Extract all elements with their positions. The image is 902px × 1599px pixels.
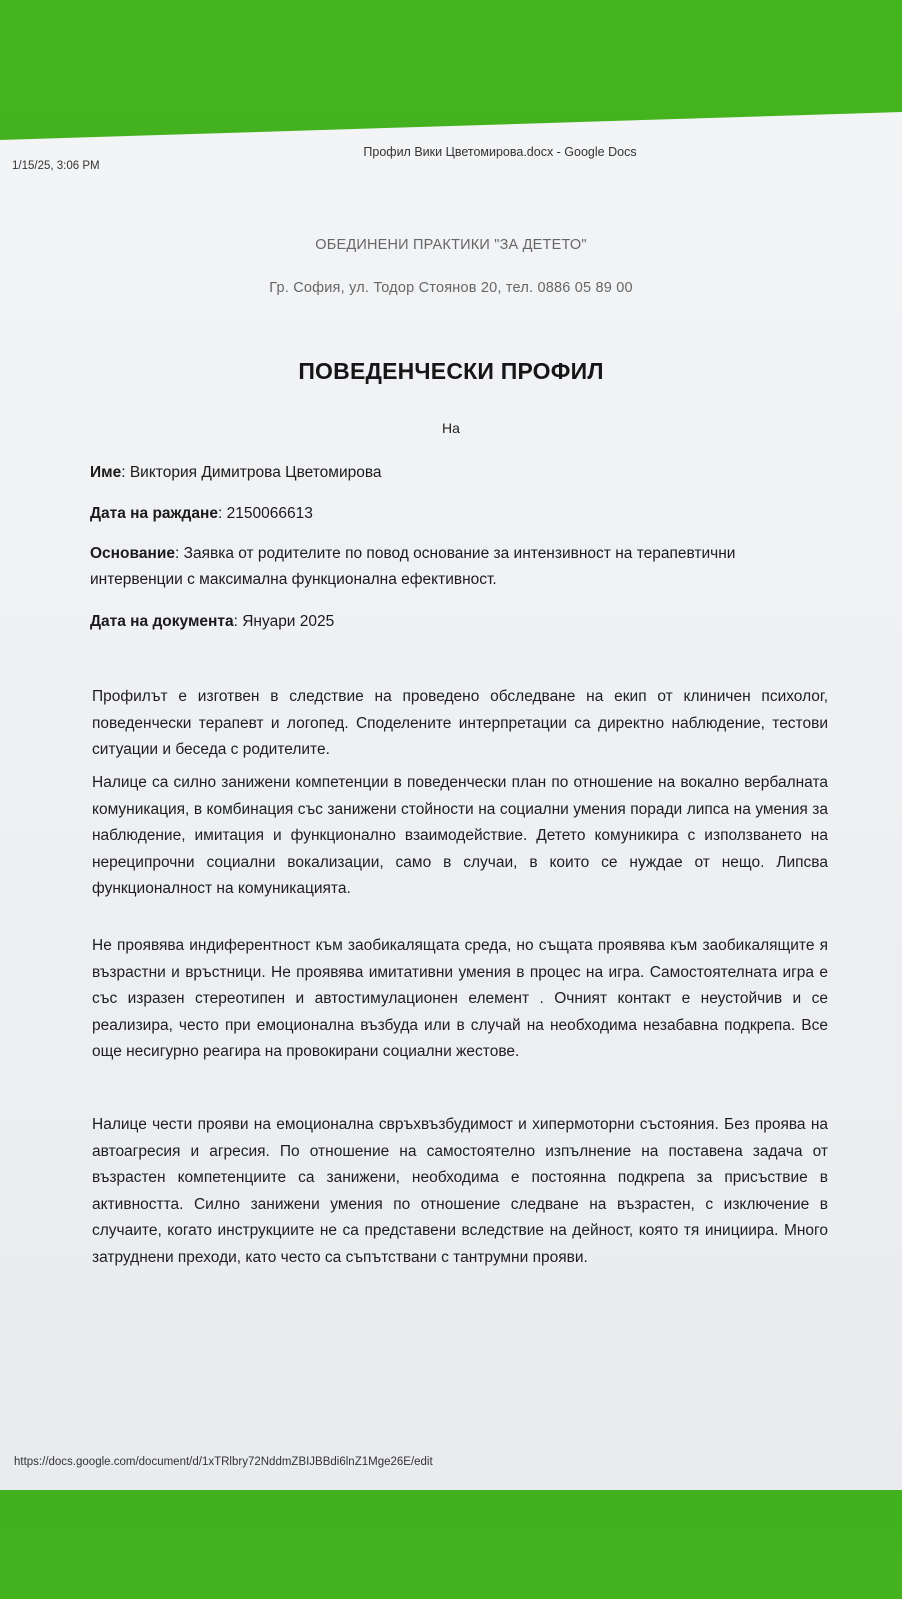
document-subtitle: На bbox=[442, 420, 460, 436]
field-date-value: : Януари 2025 bbox=[233, 613, 335, 630]
field-dob-value: : 2150066613 bbox=[218, 505, 313, 522]
print-timestamp: 1/15/25, 3:06 PM bbox=[12, 160, 100, 172]
paragraph-4: Налице чести прояви на емоционална свръхвъзбудимост и хипермоторни състояния. Без проява на автоагресия и агресия. По отношение на самостоятелно изпълнение на поставена задача от възрастен компетенциите са занижени, необходима е постоянна подкрепа за присъствие в активността. Силно занижени умения по отношение следване на възрастен, с изключение в случаите, когато инструкциите не са представени вследствие на дейност, която тя инициира. Много затруднени преходи, като често са съпътствани с тантрумни прояви. bbox=[92, 1116, 828, 1266]
field-date-of-birth bbox=[90, 501, 830, 527]
field-name-value: : Виктория Димитрова Цветомирова bbox=[121, 464, 382, 481]
field-name-label: Име bbox=[90, 464, 122, 481]
field-name bbox=[90, 460, 830, 486]
field-document-date bbox=[90, 609, 830, 635]
field-dob-label: Дата на раждане bbox=[90, 505, 218, 522]
paragraph-1: Профилът е изготвен в следствие на проведено обследване на екип от клиничен психолог, поведенчески терапевт и логопед. Споделените интерпретации са директно наблюдение, тестови ситуации и беседа с родителите. bbox=[92, 688, 828, 758]
field-basis bbox=[90, 541, 830, 593]
print-url: https://docs.google.com/document/d/1xTRlbry72NddmZBIJBBdi6lnZ1Mge26E/edit bbox=[14, 1456, 433, 1468]
paragraph-3: Не проявява индиферентност към заобикалящата среда, но същата проявява към заобикалящите я възрастни и връстници. Не проявява имитативни умения в процес на игра. Самостоятелната игра е със изразен стереотипен и автостимулационен елемент . Очният контакт е неустойчив и се реализира, често при емоционална възбуда или в случай на необходима незабавна подкрепа. Все още несигурно реагира на провокирани социални жестове. bbox=[92, 937, 828, 1060]
field-basis-label: Основание bbox=[90, 545, 175, 562]
print-document-title: Профил Вики Цветомирова.docx - Google Docs bbox=[363, 145, 637, 159]
paragraph-2: Налице са силно занижени компетенции в поведенчески план по отношение на вокално вербалната комуникация, в комбинация със занижени стойности на социални умения поради липса на умения за наблюдение, имитация и функционално взаимодействие. Детето комуникира с използването на нереципрочни социални вокализации, само в случаи, в които се нуждае от нещо. Липсва функционалност на комуникацията. bbox=[92, 774, 828, 897]
organization-name: ОБЕДИНЕНИ ПРАКТИКИ "ЗА ДЕТЕТО" bbox=[315, 237, 587, 253]
organization-address: Гр. София, ул. Тодор Стоянов 20, тел. 0886 05 89 00 bbox=[269, 280, 633, 296]
document-title: ПОВЕДЕНЧЕСКИ ПРОФИЛ bbox=[298, 358, 604, 384]
field-basis-value: : Заявка от родителите по повод основание за интензивност на терапевтични интервенции с максимална функционална ефективност. bbox=[90, 545, 736, 588]
field-date-label: Дата на документа bbox=[90, 613, 234, 630]
